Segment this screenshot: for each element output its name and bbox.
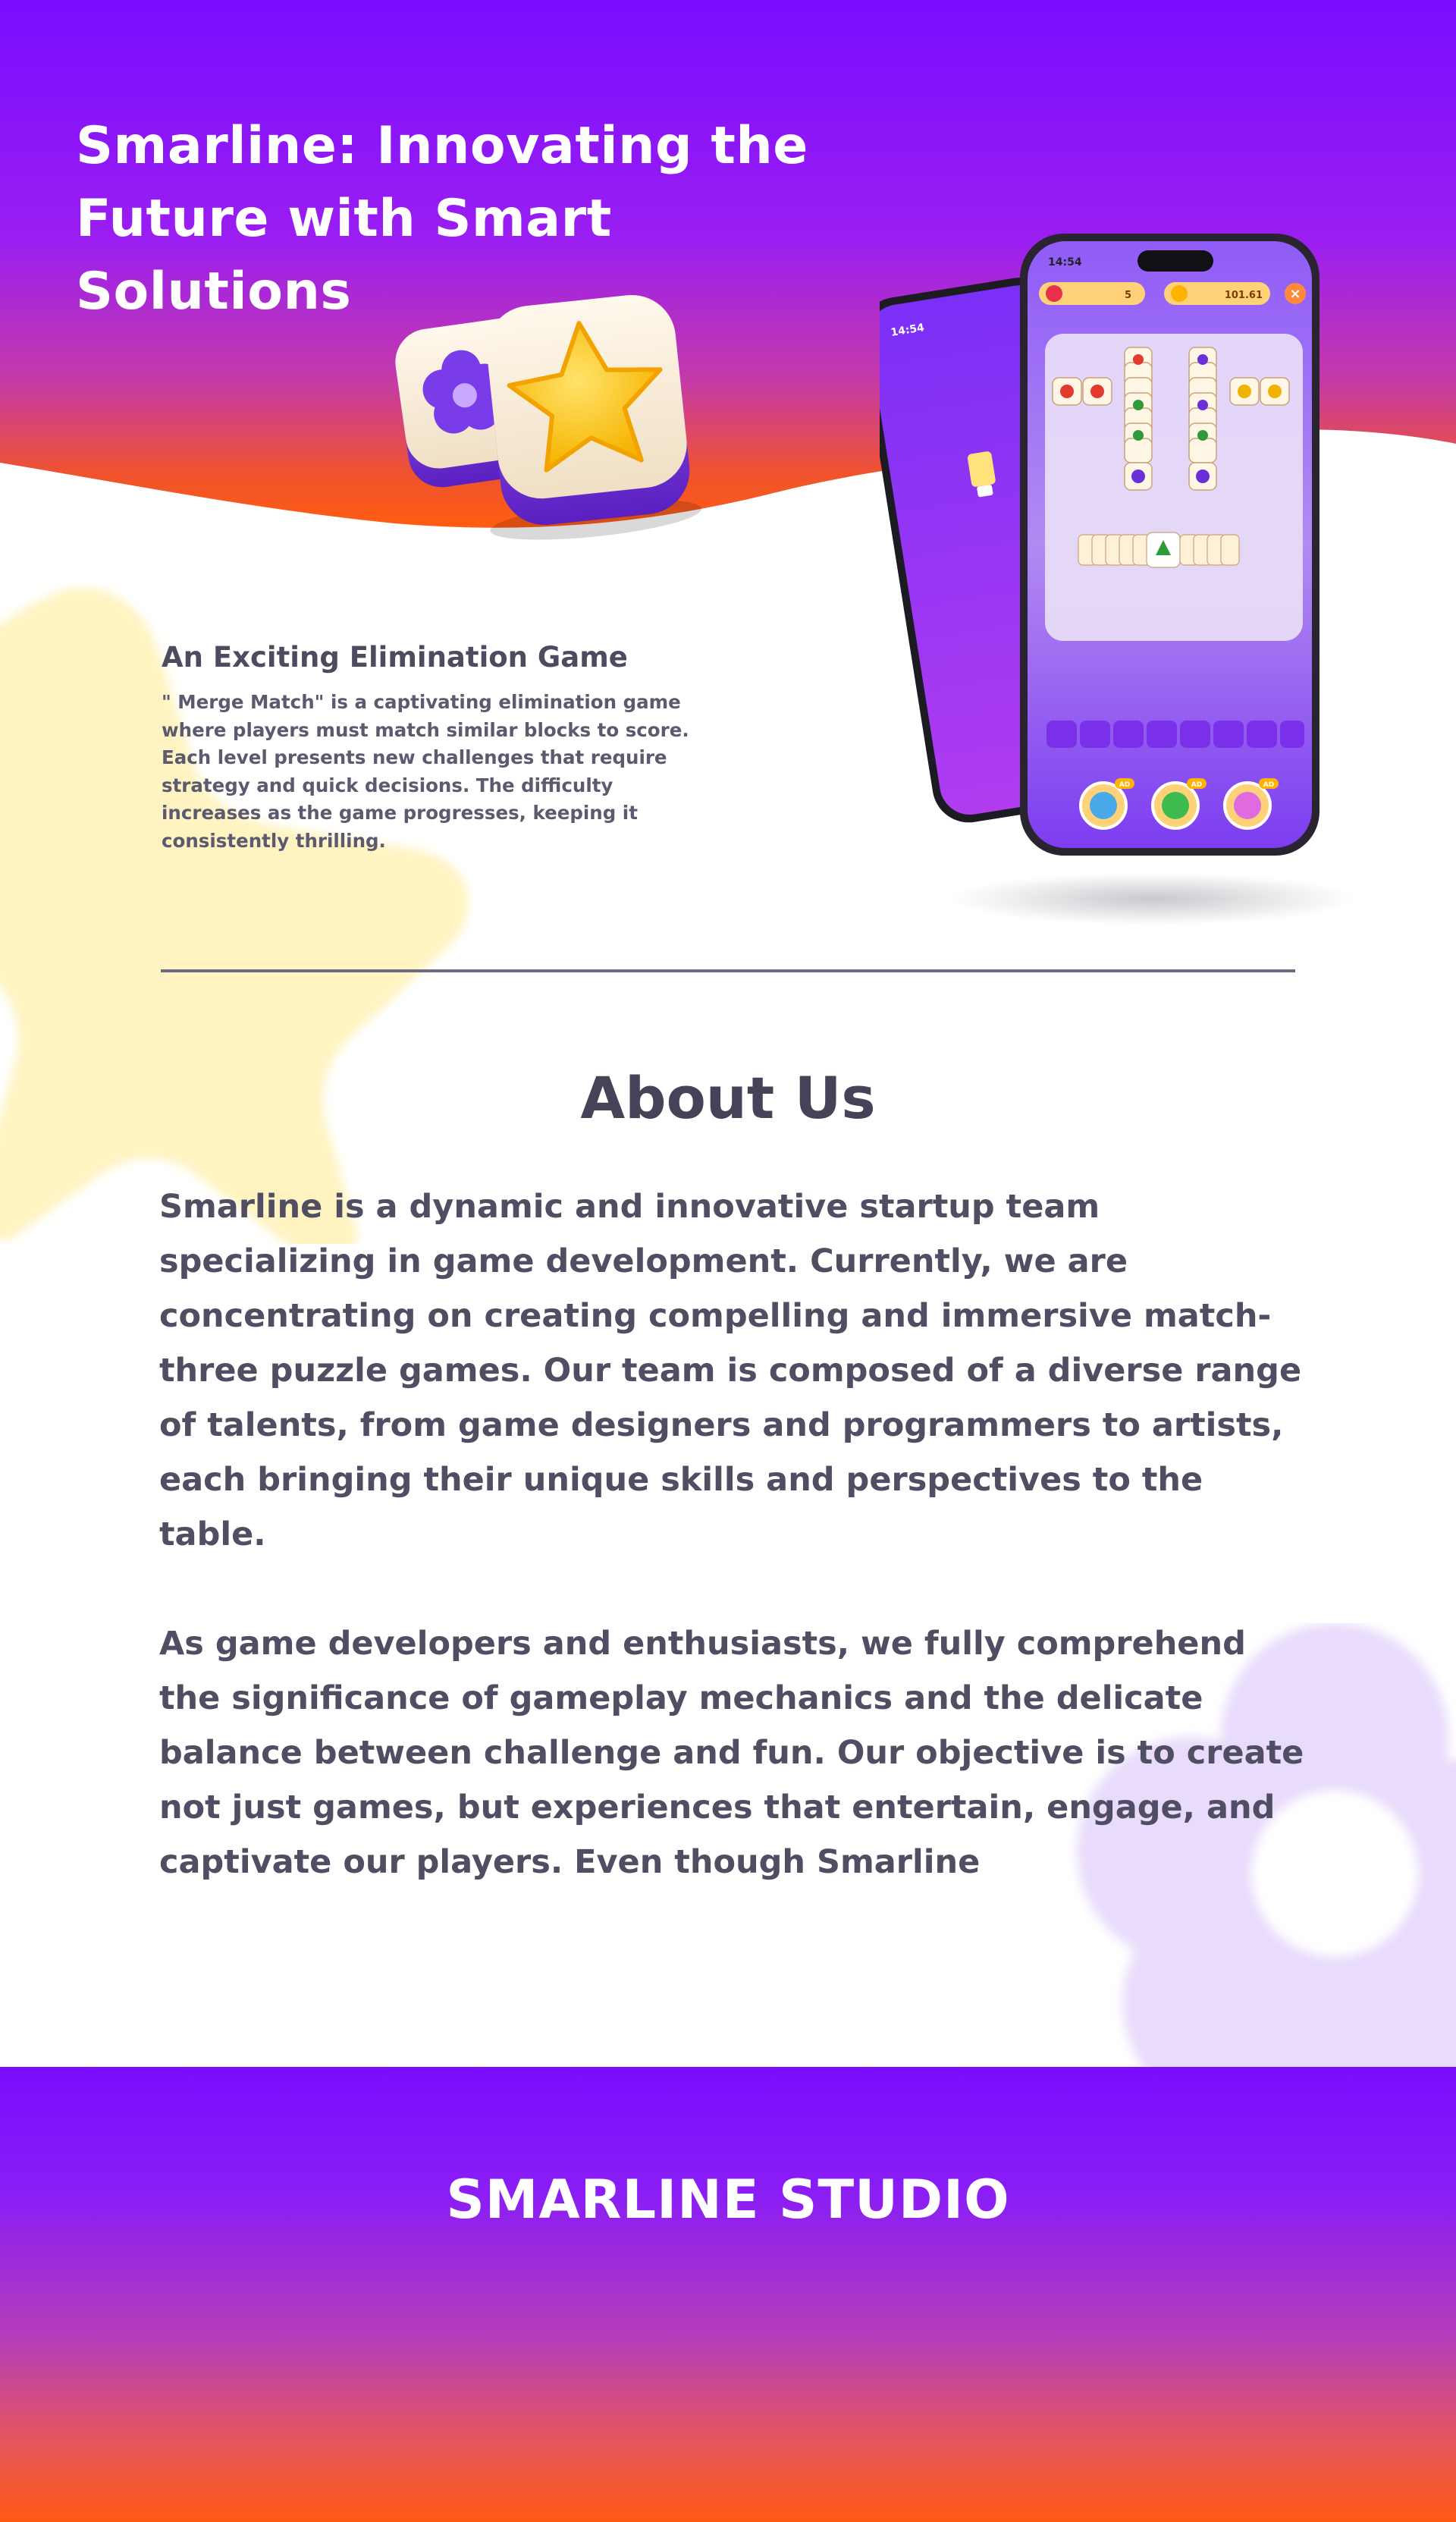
star-tile <box>467 292 703 548</box>
phone-front <box>1020 234 1320 856</box>
flower-tile-icon <box>1131 470 1145 483</box>
svg-text:AD: AD <box>1191 781 1203 789</box>
hearts-value: 5 <box>1124 290 1131 301</box>
svg-text:AD: AD <box>1119 781 1131 789</box>
intro-description: " Merge Match" is a captivating elimination game where players must match similar blocks to score. Each level presents new challenges that require strategy and quick decisions. The difficulty increases as the game progresses, keeping it consistently thrilling. <box>162 691 689 852</box>
intro-title: An Exciting Elimination Game <box>162 641 628 674</box>
phone-front-time: 14:54 <box>1048 256 1082 269</box>
svg-text:AD: AD <box>1263 781 1275 789</box>
footer <box>0 2067 1456 2522</box>
hero-title: Smarline: Innovating the Future with Smart Solutions <box>76 116 808 322</box>
about-paragraph-2: As game developers and enthusiasts, we fully comprehend the significance of gameplay mechanics and the delicate balance between challenge and fun. Our objective is to create not just games, but experiences that entertain, engage, and captivate our players. Even though Smarline <box>159 1625 1304 1881</box>
heart-icon <box>1046 285 1062 302</box>
phone-mockups <box>880 228 1335 925</box>
phone-back-time: 14:54 <box>890 322 926 339</box>
game-intro-section <box>162 636 708 855</box>
coins-value: 101.61 <box>1224 290 1263 301</box>
footer-brand: SMARLINE STUDIO <box>446 2169 1010 2231</box>
section-divider <box>161 969 1295 972</box>
phone-notch <box>1138 250 1213 272</box>
tile-tray <box>1046 721 1304 748</box>
coin-icon <box>1171 285 1188 302</box>
about-body <box>159 1179 1312 1889</box>
about-title: About Us <box>580 1064 876 1132</box>
about-paragraph-1: Smarline is a dynamic and innovative startup team specializing in game development. Currently, we are concentrating on creating compelling and immersive match-three puzzle games. Our team is composed of a diverse range of talents, from game designers and programmers to artists, each bringing their unique skills and perspectives to the table. <box>159 1188 1302 1553</box>
game-tiles-illustration <box>394 292 713 550</box>
svg-text:×: × <box>1289 286 1301 302</box>
